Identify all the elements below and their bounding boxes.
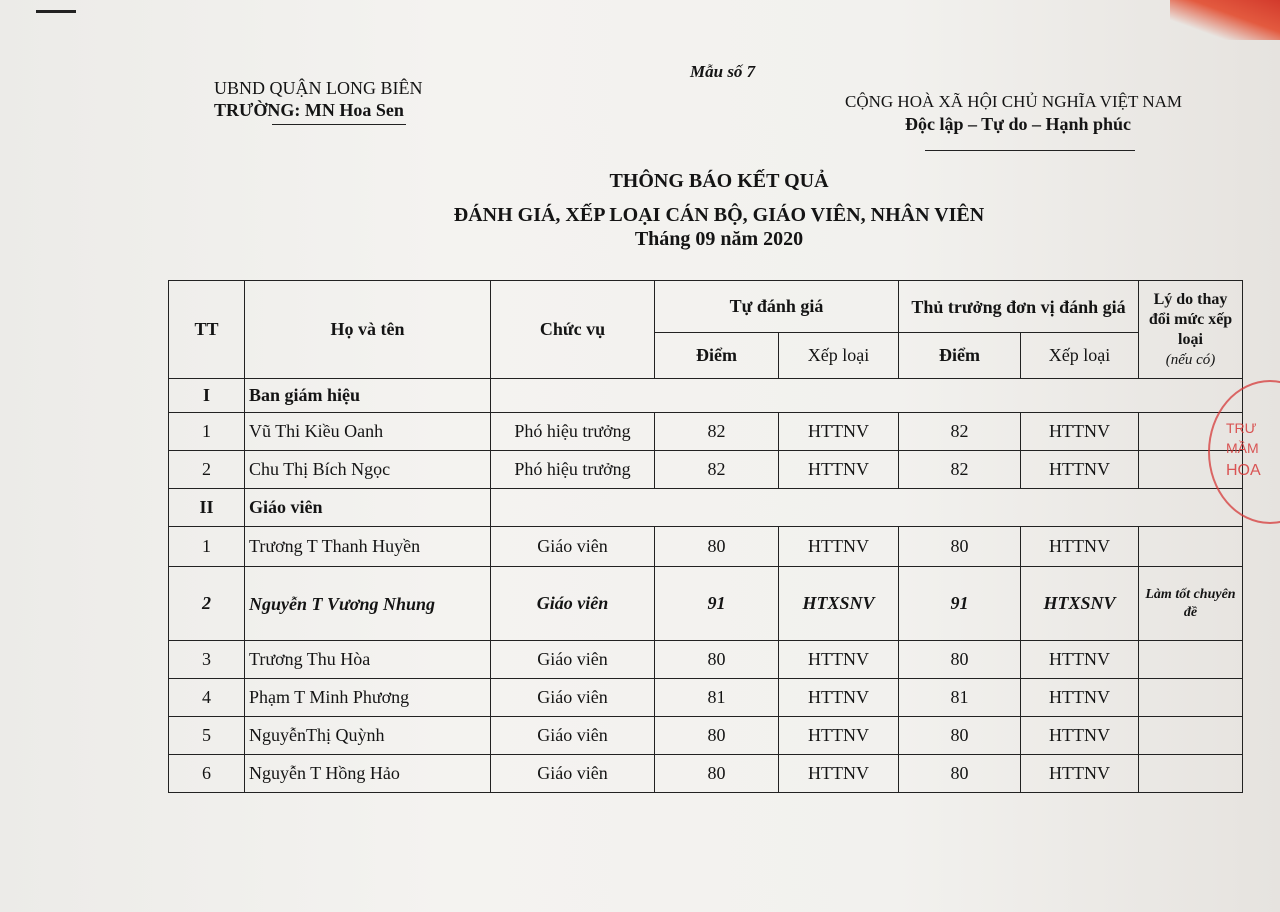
row-name: Trương Thu Hòa [245, 641, 491, 679]
group-code: I [169, 379, 245, 413]
row-position: Giáo viên [491, 567, 655, 641]
group-row [169, 379, 1243, 413]
stamp-line: TRƯ [1226, 420, 1257, 436]
row-head-score: 91 [899, 567, 1021, 641]
header-tt: TT [169, 281, 245, 379]
row-head-rank: HTTNV [1021, 527, 1139, 567]
group-fill [491, 379, 1243, 413]
row-name: Phạm T Minh Phương [245, 679, 491, 717]
row-head-rank: HTTNV [1021, 717, 1139, 755]
row-position: Giáo viên [491, 679, 655, 717]
row-head-rank: HTTNV [1021, 679, 1139, 717]
group-fill [491, 489, 1243, 527]
group-code: II [169, 489, 245, 527]
row-name: Nguyễn T Hồng Hảo [245, 755, 491, 793]
row-self-score: 80 [655, 755, 779, 793]
stamp-line: HOA [1226, 462, 1261, 479]
header-head-eval: Thủ trưởng đơn vị đánh giá [899, 281, 1139, 333]
row-position: Giáo viên [491, 717, 655, 755]
row-head-rank: HTTNV [1021, 641, 1139, 679]
table-row [169, 527, 1243, 567]
group-name: Ban giám hiệu [245, 379, 491, 413]
evaluation-table [168, 280, 1243, 793]
row-self-score: 82 [655, 413, 779, 451]
row-self-score: 91 [655, 567, 779, 641]
row-position: Phó hiệu trưởng [491, 451, 655, 489]
row-reason [1139, 755, 1243, 793]
row-reason: Làm tốt chuyên đề [1139, 567, 1243, 641]
row-self-score: 81 [655, 679, 779, 717]
org-name: UBND QUẬN LONG BIÊN [214, 78, 423, 98]
row-tt: 2 [169, 567, 245, 641]
row-self-rank: HTTNV [779, 755, 899, 793]
row-head-score: 82 [899, 451, 1021, 489]
group-row [169, 489, 1243, 527]
header-name: Họ và tên [245, 281, 491, 379]
row-head-score: 80 [899, 717, 1021, 755]
row-reason [1139, 641, 1243, 679]
row-head-score: 80 [899, 755, 1021, 793]
top-mark [36, 10, 76, 13]
header-self-score: Điểm [655, 333, 779, 379]
row-tt: 6 [169, 755, 245, 793]
row-self-rank: HTTNV [779, 413, 899, 451]
group-name: Giáo viên [245, 489, 491, 527]
row-self-rank: HTXSNV [779, 567, 899, 641]
row-head-rank: HTXSNV [1021, 567, 1139, 641]
school-underline [272, 124, 406, 125]
republic-name: CỘNG HOÀ XÃ HỘI CHỦ NGHĨA VIỆT NAM [845, 92, 1183, 111]
row-tt: 1 [169, 413, 245, 451]
row-self-score: 80 [655, 717, 779, 755]
row-self-rank: HTTNV [779, 451, 899, 489]
row-name: Chu Thị Bích Ngọc [245, 451, 491, 489]
row-position: Giáo viên [491, 527, 655, 567]
row-position: Giáo viên [491, 641, 655, 679]
table-row [169, 679, 1243, 717]
form-number: Mẫu số 7 [690, 62, 756, 81]
row-tt: 4 [169, 679, 245, 717]
row-self-rank: HTTNV [779, 527, 899, 567]
header-reason-label: Lý do thay đổi mức xếp loại [1148, 290, 1233, 348]
row-name: Trương T Thanh Huyền [245, 527, 491, 567]
row-head-score: 80 [899, 641, 1021, 679]
table-row [169, 641, 1243, 679]
row-self-rank: HTTNV [779, 641, 899, 679]
row-head-rank: HTTNV [1021, 413, 1139, 451]
table-row-highlighted [169, 567, 1243, 641]
row-self-rank: HTTNV [779, 717, 899, 755]
stamp-line: MẦM [1226, 440, 1259, 456]
row-reason [1139, 679, 1243, 717]
row-tt: 5 [169, 717, 245, 755]
row-self-score: 80 [655, 641, 779, 679]
school-name: TRƯỜNG: MN Hoa Sen [214, 100, 404, 120]
row-self-score: 80 [655, 527, 779, 567]
row-head-rank: HTTNV [1021, 755, 1139, 793]
row-head-score: 80 [899, 527, 1021, 567]
row-reason [1139, 527, 1243, 567]
table-row [169, 717, 1243, 755]
row-tt: 2 [169, 451, 245, 489]
table-row [169, 451, 1243, 489]
header-position: Chức vụ [491, 281, 655, 379]
document-title: THÔNG BÁO KẾT QUẢ [609, 170, 829, 192]
header-head-rank: Xếp loại [1021, 333, 1139, 379]
row-position: Giáo viên [491, 755, 655, 793]
header-self-rank: Xếp loại [779, 333, 899, 379]
row-name: Vũ Thi Kiều Oanh [245, 413, 491, 451]
motto-underline [925, 150, 1135, 151]
row-reason [1139, 717, 1243, 755]
row-position: Phó hiệu trưởng [491, 413, 655, 451]
page-corner-edge [1170, 0, 1280, 40]
header-self-eval: Tự đánh giá [655, 281, 899, 333]
header-head-score: Điểm [899, 333, 1021, 379]
row-self-score: 82 [655, 451, 779, 489]
row-name: NguyễnThị Quỳnh [245, 717, 491, 755]
header-reason-note: (nếu có) [1165, 351, 1216, 368]
row-head-rank: HTTNV [1021, 451, 1139, 489]
row-name: Nguyễn T Vương Nhung [245, 567, 491, 641]
table-row [169, 413, 1243, 451]
table-row [169, 755, 1243, 793]
document-subtitle: ĐÁNH GIÁ, XẾP LOẠI CÁN BỘ, GIÁO VIÊN, NHÂN VIÊN [453, 204, 985, 226]
national-motto: Độc lập – Tự do – Hạnh phúc [905, 114, 1132, 134]
document-period: Tháng 09 năm 2020 [634, 228, 804, 250]
header-reason [1139, 281, 1243, 379]
row-self-rank: HTTNV [779, 679, 899, 717]
row-tt: 1 [169, 527, 245, 567]
row-tt: 3 [169, 641, 245, 679]
row-head-score: 82 [899, 413, 1021, 451]
row-head-score: 81 [899, 679, 1021, 717]
